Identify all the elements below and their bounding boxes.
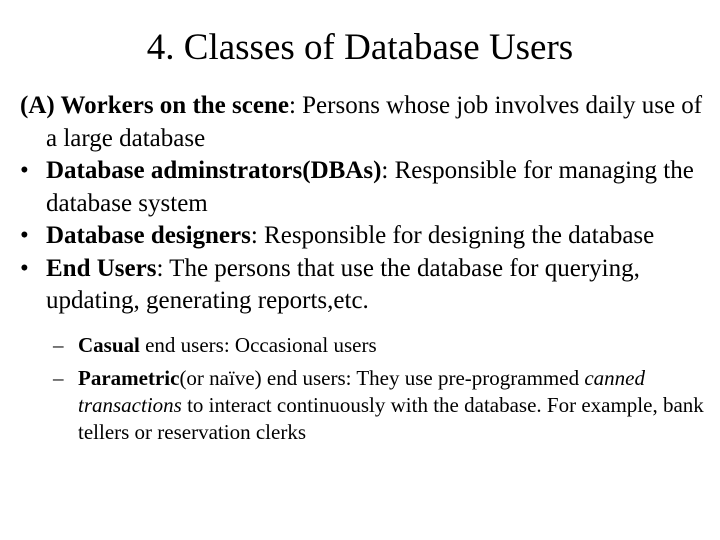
sub-bullet-italic: canned transactions — [78, 365, 645, 417]
bullet-icon: • — [20, 222, 29, 249]
bullet-text: : Responsible for managing the database system — [46, 157, 694, 217]
dash-icon: – — [53, 365, 64, 390]
sub-bullet-term: Casual — [78, 332, 140, 357]
slide-title: 4. Classes of Database Users — [146, 27, 574, 68]
lead-term: (A) Workers on the scene — [20, 92, 289, 119]
lead-text: : Persons whose job involves daily use of a large database — [46, 92, 703, 152]
bullet-item-end-users — [20, 253, 710, 318]
bullet-term: Database adminstrators(DBAs) — [46, 157, 382, 184]
bullet-item-dbas — [20, 155, 710, 220]
slide-content — [20, 90, 710, 446]
bullet-item-designers — [20, 220, 710, 253]
bullet-text: : The persons that use the database for querying, updating, generating reports,etc. — [46, 254, 640, 314]
bullet-icon: • — [20, 254, 29, 282]
lead-paragraph — [20, 90, 710, 155]
bullet-text: : Responsible for designing the database — [250, 222, 655, 249]
bullet-icon: • — [20, 157, 29, 184]
sub-bullet-casual — [20, 332, 710, 359]
sub-bullet-parametric — [20, 365, 710, 446]
sub-bullet-text-before: (or naïve) end users: They use pre-programmed — [179, 365, 585, 390]
sub-bullet-term: Parametric — [78, 365, 180, 390]
dash-icon: – — [53, 332, 64, 357]
sub-bullet-text-after: to interact continuously with the database. For example, bank tellers or reservation clerks — [78, 392, 704, 444]
bullet-term: End Users — [46, 254, 157, 282]
sub-bullet-text: end users: Occasional users — [139, 332, 377, 357]
bullet-term: Database designers — [46, 222, 251, 249]
